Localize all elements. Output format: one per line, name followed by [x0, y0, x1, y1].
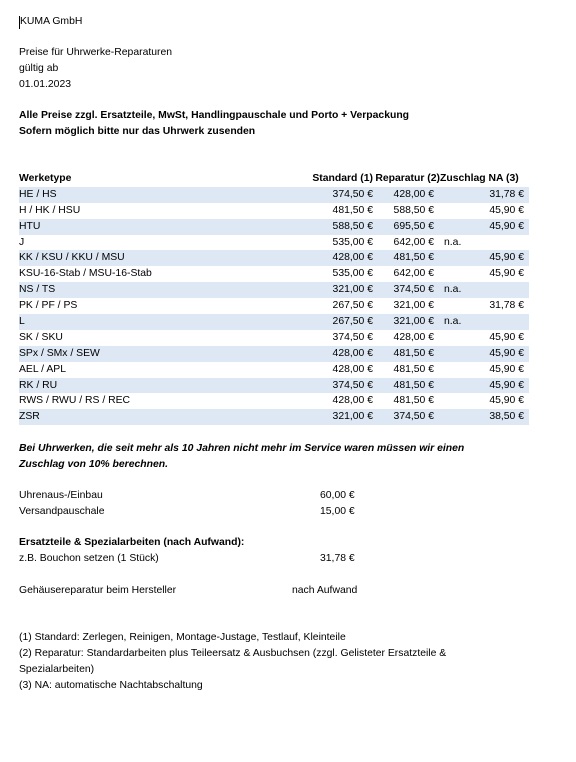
cell-werketype: NS / TS [19, 284, 56, 296]
table-row [19, 409, 529, 425]
notice-prices-excl: Alle Preise zzgl. Ersatzteile, MwSt, Handlingpauschale und Porto + Verpackung [19, 110, 410, 121]
cell-standard: 428,00 € [332, 252, 373, 264]
intro-title: Preise für Uhrwerke-Reparaturen [19, 47, 173, 58]
cell-repair: 481,50 € [393, 363, 434, 375]
cell-repair: 481,50 € [393, 379, 434, 391]
cell-standard: 481,50 € [332, 204, 373, 216]
service-note-line2: Zuschlag von 10% berechnen. [19, 459, 168, 470]
cell-werketype: HTU [19, 220, 41, 232]
header-surcharge: Zuschlag NA (3) [440, 173, 519, 184]
table-row [19, 187, 529, 203]
cell-surcharge: 45,90 € [489, 204, 524, 216]
header-repair: Reparatur (2) [375, 173, 440, 184]
cell-repair: 481,50 € [393, 252, 434, 264]
cell-standard: 428,00 € [332, 363, 373, 375]
cell-standard: 428,00 € [332, 347, 373, 359]
cell-standard: 267,50 € [332, 300, 373, 312]
cell-werketype: L [19, 316, 25, 328]
table-row [19, 203, 529, 219]
cell-na-note: n.a. [444, 316, 462, 328]
notice-send-movement: Sofern möglich bitte nur das Uhrwerk zusenden [19, 126, 256, 137]
table-row [19, 362, 529, 378]
company-name: KUMA GmbH [20, 16, 83, 27]
bouchon-label: z.B. Bouchon setzen (1 Stück) [19, 553, 159, 564]
cell-repair: 374,50 € [393, 411, 434, 423]
cell-repair: 428,00 € [393, 331, 434, 343]
table-row [19, 235, 529, 251]
cell-werketype: ZSR [19, 411, 40, 423]
cell-surcharge: 31,78 € [489, 300, 524, 312]
cell-repair: 588,50 € [393, 204, 434, 216]
table-row [19, 330, 529, 346]
case-repair-label: Gehäusereparatur beim Hersteller [19, 585, 177, 596]
cell-repair: 321,00 € [393, 316, 434, 328]
cell-werketype: RWS / RWU / RS / REC [19, 395, 131, 407]
cell-standard: 321,00 € [332, 284, 373, 296]
table-row [19, 266, 529, 282]
cell-repair: 642,00 € [393, 268, 434, 280]
table-row [19, 282, 529, 298]
cell-surcharge: 45,90 € [489, 220, 524, 232]
cell-werketype: KSU-16-Stab / MSU-16-Stab [19, 268, 152, 280]
fee-shipping-label: Versandpauschale [19, 506, 105, 517]
cell-repair: 481,50 € [393, 395, 434, 407]
cell-werketype: PK / PF / PS [19, 300, 78, 312]
cell-standard: 267,50 € [332, 316, 373, 328]
cell-werketype: SK / SKU [19, 331, 63, 343]
cell-werketype: HE / HS [19, 188, 57, 200]
footnote-standard: (1) Standard: Zerlegen, Reinigen, Montage-Justage, Testlauf, Kleinteile [19, 632, 346, 643]
cell-surcharge: 45,90 € [489, 252, 524, 264]
cell-surcharge: 45,90 € [489, 363, 524, 375]
table-row [19, 219, 529, 235]
cell-standard: 321,00 € [332, 411, 373, 423]
header-werketype: Werketype [19, 173, 72, 184]
spare-parts-heading: Ersatzteile & Spezialarbeiten (nach Aufwand): [19, 537, 245, 548]
table-row [19, 298, 529, 314]
cell-surcharge: 45,90 € [489, 347, 524, 359]
service-note-line1: Bei Uhrwerken, die seit mehr als 10 Jahren nicht mehr im Service waren müssen wir einen [19, 443, 465, 454]
cell-standard: 428,00 € [332, 395, 373, 407]
cell-werketype: J [19, 236, 25, 248]
cell-repair: 481,50 € [393, 347, 434, 359]
cell-repair: 374,50 € [393, 284, 434, 296]
bouchon-value: 31,78 € [320, 553, 355, 564]
intro-valid-date: 01.01.2023 [19, 79, 72, 90]
footnote-repair: (2) Reparatur: Standardarbeiten plus Teileersatz & Ausbuchsen (zzgl. Gelisteter Ersatzteile & [19, 648, 447, 659]
table-row [19, 393, 529, 409]
table-row [19, 314, 529, 330]
cell-surcharge: 45,90 € [489, 395, 524, 407]
cell-werketype: AEL / APL [19, 363, 66, 375]
cell-werketype: SPx / SMx / SEW [19, 347, 100, 359]
cell-na-note: n.a. [444, 236, 462, 248]
cell-repair: 428,00 € [393, 188, 434, 200]
cell-standard: 374,50 € [332, 188, 373, 200]
footnote-na: (3) NA: automatische Nachtabschaltung [19, 680, 203, 691]
cell-werketype: H / HK / HSU [19, 204, 81, 216]
table-row [19, 250, 529, 266]
fee-shipping-value: 15,00 € [320, 506, 355, 517]
cell-repair: 321,00 € [393, 300, 434, 312]
cell-repair: 695,50 € [393, 220, 434, 232]
cell-surcharge: 38,50 € [489, 411, 524, 423]
cell-repair: 642,00 € [393, 236, 434, 248]
header-standard: Standard (1) [312, 173, 373, 184]
cell-surcharge: 45,90 € [489, 331, 524, 343]
cell-werketype: RK / RU [19, 379, 58, 391]
cell-standard: 374,50 € [332, 379, 373, 391]
table-header-row [19, 171, 529, 187]
cell-standard: 374,50 € [332, 331, 373, 343]
price-table [19, 171, 529, 425]
cell-surcharge: 31,78 € [489, 188, 524, 200]
case-repair-value: nach Aufwand [292, 585, 358, 596]
footnote-repair-cont: Spezialarbeiten) [19, 664, 95, 675]
table-body [19, 187, 529, 425]
fee-removal-label: Uhrenaus-/Einbau [19, 490, 103, 501]
cell-surcharge: 45,90 € [489, 379, 524, 391]
cell-surcharge: 45,90 € [489, 268, 524, 280]
table-row [19, 378, 529, 394]
intro-valid-from-label: gültig ab [19, 63, 59, 74]
cell-standard: 535,00 € [332, 268, 373, 280]
cell-na-note: n.a. [444, 284, 462, 296]
fee-removal-value: 60,00 € [320, 490, 355, 501]
cell-standard: 588,50 € [332, 220, 373, 232]
cell-werketype: KK / KSU / KKU / MSU [19, 252, 125, 264]
table-row [19, 346, 529, 362]
cell-standard: 535,00 € [332, 236, 373, 248]
